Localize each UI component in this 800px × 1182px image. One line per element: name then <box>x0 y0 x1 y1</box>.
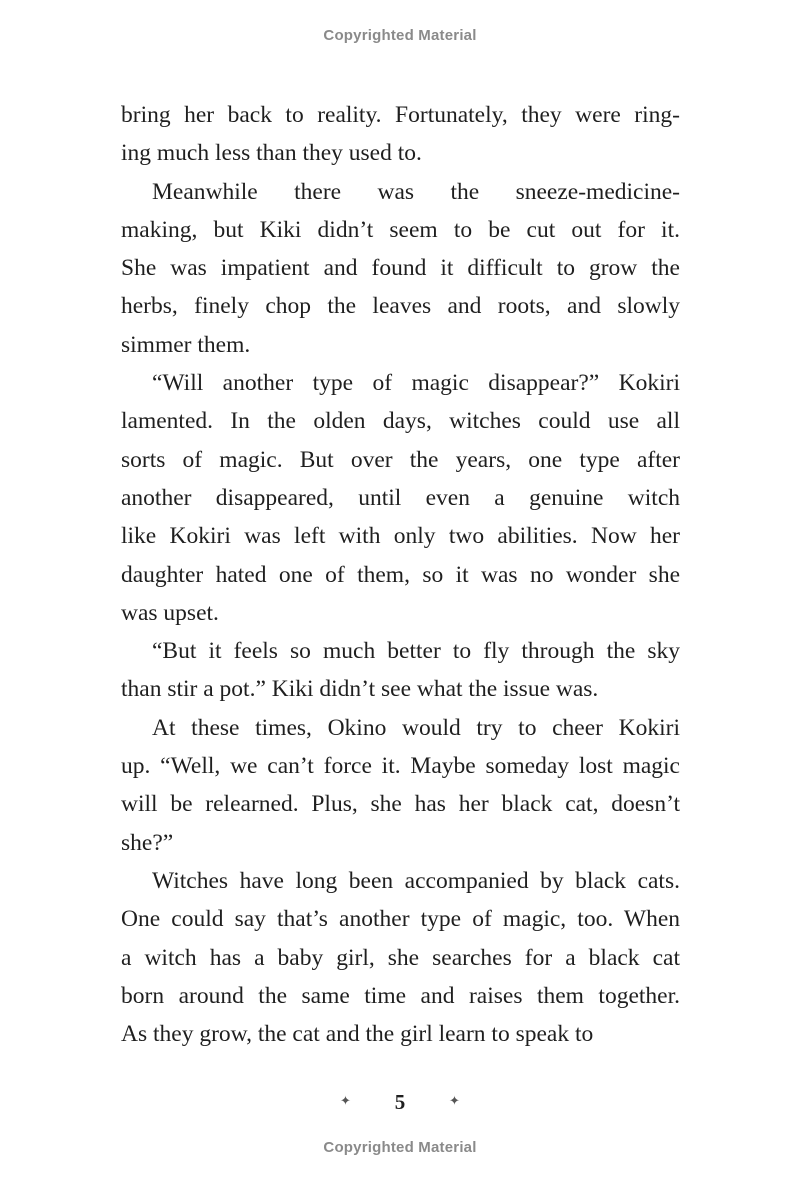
text-line: she?” <box>121 829 174 856</box>
body-paragraph <box>121 364 680 632</box>
star-ornament-icon: ✦ <box>449 1094 460 1109</box>
text-line: bring her back to reality. Fortunately, they were ring- <box>121 102 680 128</box>
text-line: daughter hated one of them, so it was no wonder she <box>121 561 680 588</box>
body-paragraph <box>121 632 680 709</box>
copyright-watermark-bottom: Copyrighted Material <box>323 1139 477 1156</box>
text-line: simmer them. <box>121 331 251 358</box>
text-line: was upset. <box>121 599 219 626</box>
page-number: 5 <box>394 1090 406 1114</box>
text-line: ing much less than they used to. <box>121 140 422 167</box>
text-line: lamented. In the olden days, witches could use all <box>121 408 680 435</box>
star-ornament-icon: ✦ <box>340 1094 351 1109</box>
text-line: herbs, finely chop the leaves and roots, and slowly <box>121 293 680 320</box>
body-paragraph <box>121 173 680 364</box>
text-line: than stir a pot.” Kiki didn’t see what the issue was. <box>121 676 599 703</box>
text-line: At these times, Okino would try to cheer Kokiri <box>152 714 680 741</box>
text-line: like Kokiri was left with only two abilities. Now her <box>121 523 680 550</box>
body-paragraph <box>121 709 680 862</box>
text-line: born around the same time and raises them together. <box>121 982 680 1009</box>
text-line: “Will another type of magic disappear?” Kokiri <box>152 370 680 397</box>
text-line: a witch has a baby girl, she searches for a black cat <box>121 944 680 971</box>
copyright-watermark-top: Copyrighted Material <box>323 27 477 44</box>
text-line: Meanwhile there was the sneeze-medicine- <box>152 178 680 205</box>
text-line: “But it feels so much better to fly through the sky <box>152 638 680 665</box>
text-line: sorts of magic. But over the years, one type after <box>121 446 680 473</box>
page-footer <box>0 1090 800 1118</box>
text-line: Witches have long been accompanied by black cats. <box>152 867 680 894</box>
text-line: another disappeared, until even a genuine witch <box>121 484 680 511</box>
text-line: One could say that’s another type of magic, too. When <box>121 906 680 933</box>
text-line: will be relearned. Plus, she has her black cat, doesn’t <box>121 791 680 818</box>
text-line: up. “Well, we can’t force it. Maybe someday lost magic <box>121 753 680 780</box>
text-line: She was impatient and found it difficult to grow the <box>121 255 680 282</box>
page-body <box>121 96 680 1053</box>
text-line: making, but Kiki didn’t seem to be cut out for it. <box>121 216 680 243</box>
body-paragraph <box>121 862 680 1053</box>
text-line: As they grow, the cat and the girl learn to speak to <box>121 1021 594 1048</box>
body-paragraph <box>121 96 680 173</box>
